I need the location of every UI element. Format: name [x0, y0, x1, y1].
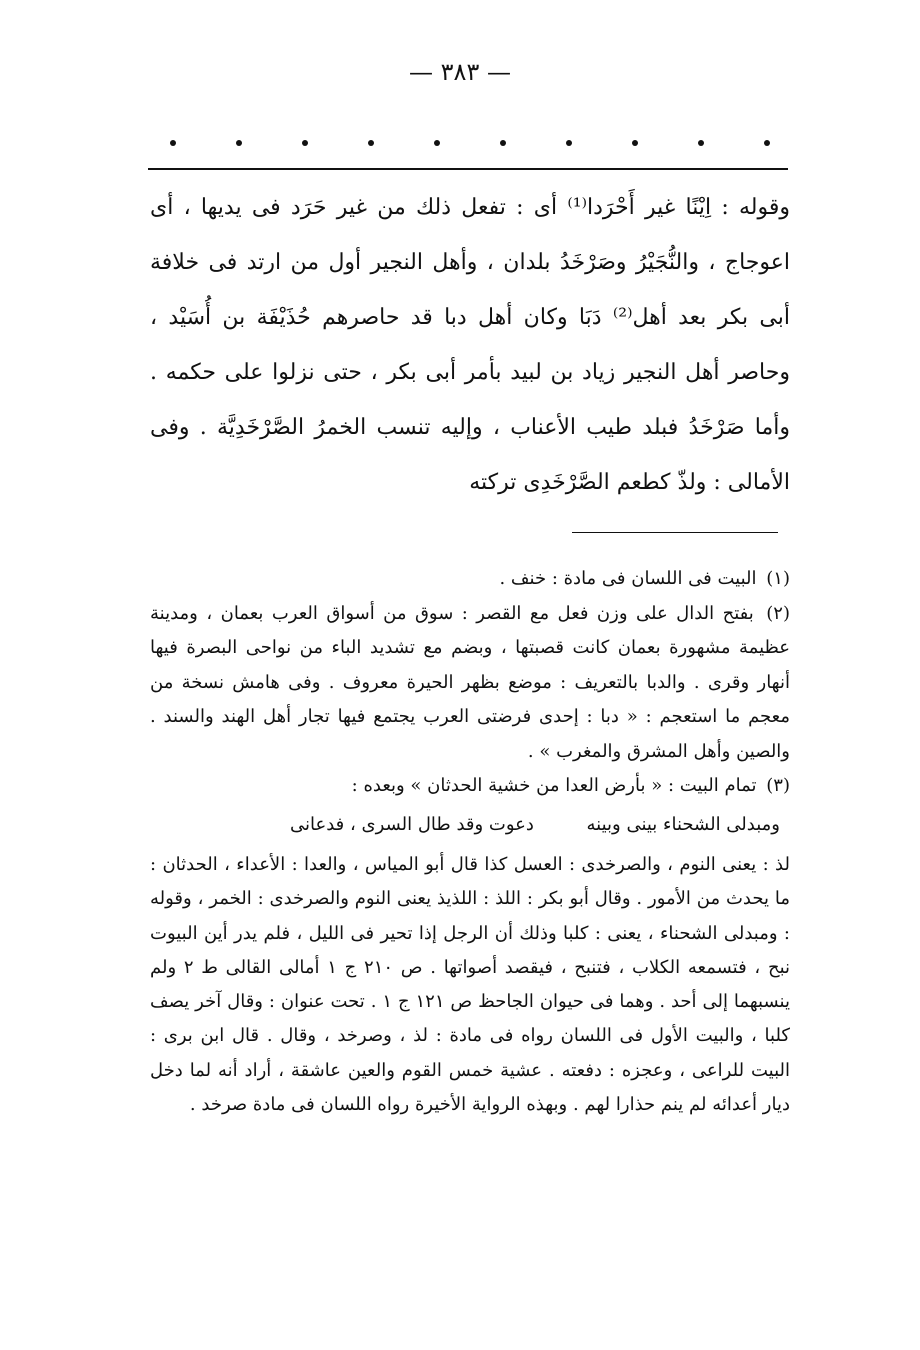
footnote-3 [150, 769, 790, 804]
ornament-dot [698, 140, 704, 146]
ornament-dot [632, 140, 638, 146]
footnote-text: بفتح الدال على وزن فعل مع القصر : سوق من أسواق العرب بعمان ، ومدينة عظيمة مشهورة بعمان كانت قصبتها ، وبضم مع تشديد الباء من نواحى البصرة فيها أنهار وقرى . والدبا بالتعريف : موضع بظهر الحيرة معروف . وفى هامش نسخة من معجم ما استعجم : « دبا : إحدى فرضتى العرب يجتمع فيها تجار أهل الهند والسند . والصين وأهل المشرق والمغرب » . [150, 602, 790, 762]
footnote-text: تمام البيت : « بأرض العدا من خشية الحدثان » وبعده : [351, 775, 757, 796]
footnote-1 [150, 562, 790, 597]
poetry-verse [150, 808, 790, 843]
footnotes-block [150, 562, 790, 1122]
footnote-2 [150, 597, 790, 770]
main-paragraph: وقوله : اِيْنًا غير أَحْرَدا⁽¹⁾ أى : تفعل ذلك من غير حَرَد فى يديها ، أى اعوجاج ، والنُّجَيْرُ وصَرْخَدُ بلدان ، وأهل النجير أول من ارتد فى خلافة أبى بكر بعد أهل⁽²⁾ دَبَا وكان أهل دبا قد حاصرهم حُذَيْفَة بن أُسَيْد ، وحاصر أهل النجير زياد بن لبيد بأمر أبى بكر ، حتى نزلوا على حكمه . وأما صَرْخَدُ فبلد طيب الأعناب ، وإليه تنسب الخمرُ الصَّرْخَدِيَّة . وفى الأمالى : ولذّ كطعم الصَّرْخَدِى تركته [150, 195, 790, 495]
ornament-dot [170, 140, 176, 146]
ornament-dot [764, 140, 770, 146]
verse-second-hemistich: دعوت وقد طال السرى ، فدعانى [290, 813, 534, 835]
verse-first-hemistich: ومبدلى الشحناء بينى وبينه [586, 813, 780, 835]
ornament-dot [566, 140, 572, 146]
footnote-number: (٢) [766, 602, 790, 624]
ornament-dot [368, 140, 374, 146]
header-rule [148, 168, 788, 170]
ornament-dot [236, 140, 242, 146]
footnote-number: (٣) [766, 775, 790, 796]
page-number: — ٣٨٣ — [409, 58, 511, 86]
ornament-dot [302, 140, 308, 146]
main-text-block [150, 180, 790, 510]
footnote-separator-rule [572, 532, 778, 533]
ornament-dot [500, 140, 506, 146]
footnote-text: البيت فى اللسان فى مادة : خنف . [499, 568, 757, 589]
footnote-number: (١) [766, 568, 790, 589]
footnote-commentary: لذ : يعنى النوم ، والصرخدى : العسل كذا قال أبو المياس ، والعدا : الأعداء ، الحدثان : ما يحدث من الأمور . وقال أبو بكر : اللذ : اللذيذ يعنى النوم والصرخدى : الخمر ، وقوله : ومبدلى الشحناء ، يعنى : كلبا وذلك أن الرجل إذا تحير فى الليل ، فلم يدر أين البيوت نبح ، فتسمعه الكلاب ، فتنبح ، فيقصد أصواتها . ص ٢١٠ ج ١ أمالى القالى ط ٢ ولم ينسبهما إلى أحد . وهما فى حيوان الجاحظ ص ١٢١ ج ١ . تحت عنوان : وقال آخر يصف كلبا ، والبيت الأول فى اللسان رواه فى مادة : لذ ، وصرخد ، وقال . قال ابن برى : البيت للراعى ، وعجزه : دفعته . عشية خمس القوم والعين عاشقة ، أراد أنه لما دخل ديار أعدائه لم ينم حذارا لهم . وبهذه الرواية الأخيرة رواه اللسان فى مادة صرخد . [150, 854, 791, 1116]
ornamental-dot-row [170, 140, 770, 146]
ornament-dot [434, 140, 440, 146]
